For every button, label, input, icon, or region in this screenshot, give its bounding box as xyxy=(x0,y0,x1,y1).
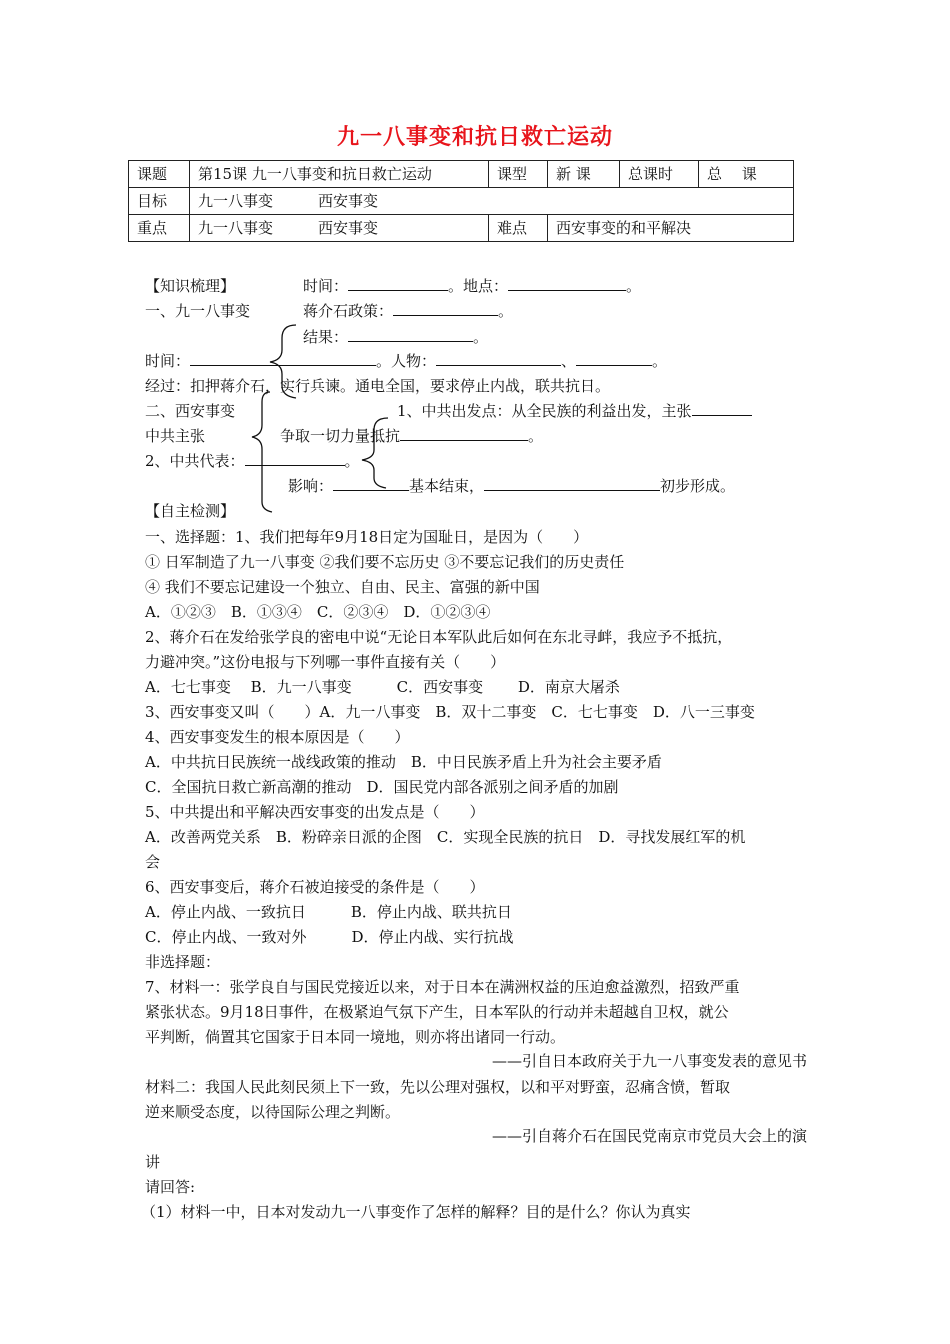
table-cell: 难点 xyxy=(489,215,548,242)
section-2-heading: 二、西安事变 xyxy=(145,402,236,420)
question-line: C．停止内战、一致对外 D．停止内战、实行抗战 xyxy=(145,928,514,946)
question-line: 一、选择题：1、我们把每年9月18日定为国耻日，是因为（ ） xyxy=(145,528,589,546)
table-cell: 课题 xyxy=(129,161,190,188)
table-cell: 第15课 九一八事变和抗日救亡运动 xyxy=(190,161,489,188)
table-cell: 目标 xyxy=(129,188,190,215)
question-line: 力避冲突。”这份电报与下列哪一事件直接有关（ ） xyxy=(145,653,506,671)
self-check-heading: 【自主检测】 xyxy=(145,502,236,520)
question-line: 讲 xyxy=(145,1153,161,1171)
question-line: A．中共抗日民族统一战线政策的推动 B．中日民族矛盾上升为社会主要矛盾 xyxy=(145,753,662,771)
period: 。 xyxy=(473,328,489,346)
question-line: 材料二：我国人民此刻民须上下一致，先以公理对强权，以和平对野蛮，忍痛含愤，暂取 xyxy=(145,1078,731,1096)
table-cell: 总课时 xyxy=(620,161,699,188)
source-citation-2: ——引自蒋介石在国民党南京市党员大会上的演 xyxy=(491,1127,807,1145)
section-1-heading: 一、九一八事变 xyxy=(145,302,251,320)
knowledge-heading: 【知识梳理】 xyxy=(145,277,236,295)
cpc-point-label: 1、中共出发点：从全民族的利益出发，主张 xyxy=(397,402,692,420)
question-line: 平判断，倘置其它国家于日本同一境地，则亦将出诸同一行动。 xyxy=(145,1028,566,1046)
question-line: 会 xyxy=(145,853,161,871)
question-line: 逆来顺受态度，以待国际公理之判断。 xyxy=(145,1103,401,1121)
period: 。 xyxy=(344,452,360,470)
period: 。 xyxy=(528,427,544,445)
question-line: 4、西安事变发生的根本原因是（ ） xyxy=(145,728,410,746)
question-line: A．七七事变 B．九一八事变 C．西安事变 D．南京大屠杀 xyxy=(145,678,620,696)
brace-1 xyxy=(270,325,296,398)
table-cell: 课型 xyxy=(489,161,548,188)
period: 。 xyxy=(626,277,642,295)
brace-3 xyxy=(362,418,388,488)
cpc-stance: 中共主张 xyxy=(145,427,206,445)
policy-label: 蒋介石政策： xyxy=(303,302,394,320)
result-label: 结果： xyxy=(303,328,349,346)
question-line: A．停止内战、一致抗日 B．停止内战、联共抗日 xyxy=(145,903,512,921)
question-line: ① 日军制造了九一八事变 ②我们要不忘历史 ③不要忘记我们的历史责任 xyxy=(145,553,625,571)
table-cell: 总 课 xyxy=(699,161,794,188)
brace-2 xyxy=(252,392,272,512)
comma: 、 xyxy=(561,352,577,370)
people-label: 。人物： xyxy=(376,352,437,370)
question-line: A．改善两党关系 B．粉碎亲日派的企图 C．实现全民族的抗日 D．寻找发展红军的机 xyxy=(145,828,746,846)
question-line: 紧张状态。9月18日事件，在极紧迫气氛下产生，日本军队的行动并未超越自卫权，就公 xyxy=(145,1003,729,1021)
time-label: 时间： xyxy=(145,352,191,370)
time-label: 时间： xyxy=(303,277,349,295)
question-line: 7、材料一：张学良自与国民党接近以来，对于日本在满洲权益的压迫愈益激烈，招致严重 xyxy=(145,978,740,996)
question-line: ④ 我们不要忘记建设一个独立、自由、民主、富强的新中国 xyxy=(145,578,540,596)
period: 。 xyxy=(498,302,514,320)
table-cell: 西安事变的和平解决 xyxy=(548,215,794,242)
period: 。 xyxy=(652,352,668,370)
representative-label: 2、中共代表： xyxy=(145,452,245,470)
prelim-label: 初步形成。 xyxy=(660,477,736,495)
question-line: C．全国抗日救亡新高潮的推动 D．国民党内部各派别之间矛盾的加剧 xyxy=(145,778,619,796)
question-line: 非选择题： xyxy=(145,953,221,971)
basic-end-label: 基本结束， xyxy=(409,477,485,495)
process-line: 经过：扣押蒋介石，实行兵谏。通电全国，要求停止内战，联共抗日。 xyxy=(145,377,611,395)
question-line: A．①②③ B．①③④ C．②③④ D．①②③④ xyxy=(145,603,491,621)
table-cell: 新 课 xyxy=(548,161,620,188)
table-cell: 九一八事变 西安事变 xyxy=(190,188,794,215)
table-cell: 九一八事变 西安事变 xyxy=(190,215,489,242)
table-cell: 重点 xyxy=(129,215,190,242)
place-label: 。地点： xyxy=(448,277,509,295)
question-line: 6、西安事变后，蒋介石被迫接受的条件是（ ） xyxy=(145,878,485,896)
source-citation-1: ——引自日本政府关于九一八事变发表的意见书 xyxy=(491,1052,807,1070)
question-line: （1）材料一中，日本对发动九一八事变作了怎样的解释？目的是什么？你认为真实 xyxy=(141,1203,691,1221)
fight-label: 争取一切力量抵抗 xyxy=(280,427,401,445)
question-line: 2、蒋介石在发给张学良的密电中说“无论日本军队此后如何在东北寻衅，我应予不抵抗， xyxy=(145,628,733,646)
question-line: 3、西安事变又叫（ ）A．九一八事变 B．双十二事变 C．七七事变 D．八一三事变 xyxy=(145,703,755,721)
impact-label: 影响： xyxy=(288,477,334,495)
question-line: 请回答: xyxy=(145,1178,196,1196)
question-line: 5、中共提出和平解决西安事变的出发点是（ ） xyxy=(145,803,485,821)
page-title: 九一八事变和抗日救亡运动 xyxy=(336,125,613,150)
